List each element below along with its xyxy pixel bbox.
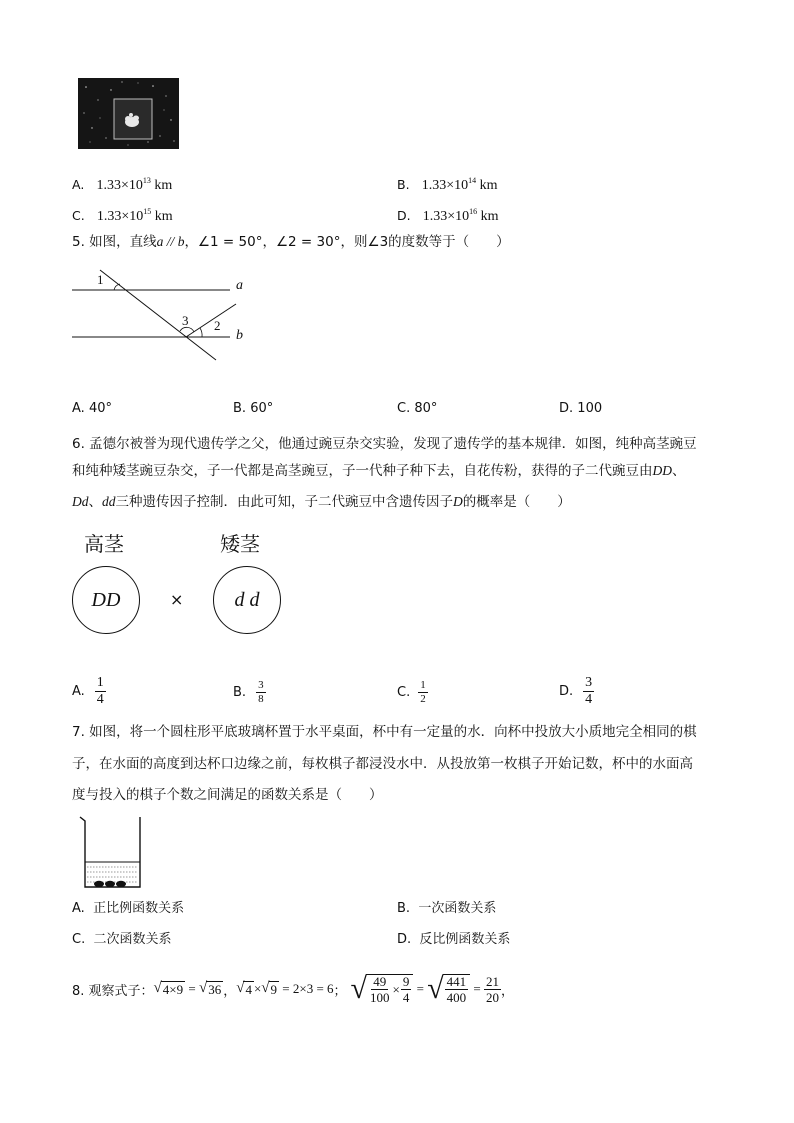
q5-option-d[interactable]: D. 100 xyxy=(559,401,603,416)
q5-option-b[interactable]: B. 60° xyxy=(233,401,274,416)
q4-option-b[interactable]: B. $1.33\times 10^{14}$ km xyxy=(397,176,498,193)
sqrt-9: √ 9 xyxy=(261,979,278,997)
q6-option-b[interactable]: B. $\frac{3}{8}$ xyxy=(233,679,264,705)
q6-stem-line1: 6. 孟德尔被誉为现代遗传学之父，他通过豌豆杂交实验，发现了遗传学的基本规律．如图，纯种高茎豌豆 xyxy=(72,436,697,452)
q7-option-a[interactable]: A. 正比例函数关系 xyxy=(72,901,185,916)
starfield-image xyxy=(78,78,179,149)
sqrt-4: √ 4 xyxy=(236,979,252,997)
q6-label-tall: 高茎 xyxy=(84,532,124,556)
q6-circle-dd: DD xyxy=(72,566,140,634)
q5-label-b: b xyxy=(236,328,243,343)
q7-stem-line2: 子，在水面的高度到达杯口边缘之前，每枚棋子都浸没水中．从投放第一枚棋子开始记数，杯中的水面高 xyxy=(72,756,693,772)
galaxy-photo xyxy=(78,78,179,149)
q5-option-c[interactable]: C. 80° xyxy=(397,401,438,416)
q5-label-a: a xyxy=(236,278,243,293)
sqrt-4x9: √ 4×9 xyxy=(153,979,184,997)
sqrt-36: √ 36 xyxy=(198,979,222,997)
q5-label-2: 2 xyxy=(214,318,221,333)
q5-option-a[interactable]: A. 40° xyxy=(72,401,112,416)
q6-stem-line2: 和纯种矮茎豌豆杂交，子一代都是高茎豌豆，子一代种子种下去，自花传粉，获得的子二代豌豆由DD、 xyxy=(72,463,686,479)
q5-stem: 5. 如图，直线a // b，∠1 = 50°，∠2 = 30°，则∠3的度数等于（ ） xyxy=(72,234,510,250)
q7-stem-line1: 7. 如图，将一个圆柱形平底玻璃杯置于水平桌面，杯中有一定量的水．向杯中投放大小质地完全相同的棋 xyxy=(72,724,697,740)
q7-stem-line3: 度与投入的棋子个数之间满足的函数关系是（ ） xyxy=(72,787,383,803)
q5-label-1: 1 xyxy=(97,272,104,287)
q6-option-d[interactable]: D. $\frac{3}{4}$ xyxy=(559,675,593,707)
q6-stem-line3: Dd、dd三种遗传因子控制．由此可知，子二代豌豆中含遗传因子D的概率是（ ） xyxy=(72,494,571,510)
q6-label-short: 矮茎 xyxy=(220,532,260,556)
q7-option-b[interactable]: B. 一次函数关系 xyxy=(397,901,497,916)
sqrt-fraction-product: √ $\frac{49}{100}$ × $\frac{9}{4}$ xyxy=(351,974,414,1004)
q6-option-a[interactable]: A. $\frac{1}{4}$ xyxy=(72,675,104,707)
q5-label-3: 3 xyxy=(182,313,189,328)
q6-times-sign: × xyxy=(170,590,184,609)
q4-option-c[interactable]: C. $1.33\times 10^{15}$ km xyxy=(72,207,173,224)
q8-expression: 8. 观察式子： √ 4×9 = √ 36 ， √ 4 × √ 9 = 2×3 = 6 ； √ $\frac{49}{100}$ × $\frac{9}{4}$ = √ $\frac{441}{400}$ = $\frac{21}{20}$ ， xyxy=(72,972,515,1005)
q7-beaker-figure xyxy=(78,815,148,891)
q4-option-a[interactable]: A. $1.33\times 10^{13}$ km xyxy=(72,176,173,193)
q6-circle-small-dd: d d xyxy=(213,566,281,634)
q7-option-d[interactable]: D. 反比例函数关系 xyxy=(397,932,511,947)
q7-option-c[interactable]: C. 二次函数关系 xyxy=(72,932,172,947)
q4-option-d[interactable]: D. $1.33\times 10^{16}$ km xyxy=(397,207,499,224)
fraction-21-20: $\frac{21}{20}$ xyxy=(486,973,500,1005)
q6-option-c[interactable]: C. $\frac{1}{2}$ xyxy=(397,679,426,705)
sqrt-441-400: √ $\frac{441}{400}$ xyxy=(427,974,470,1004)
